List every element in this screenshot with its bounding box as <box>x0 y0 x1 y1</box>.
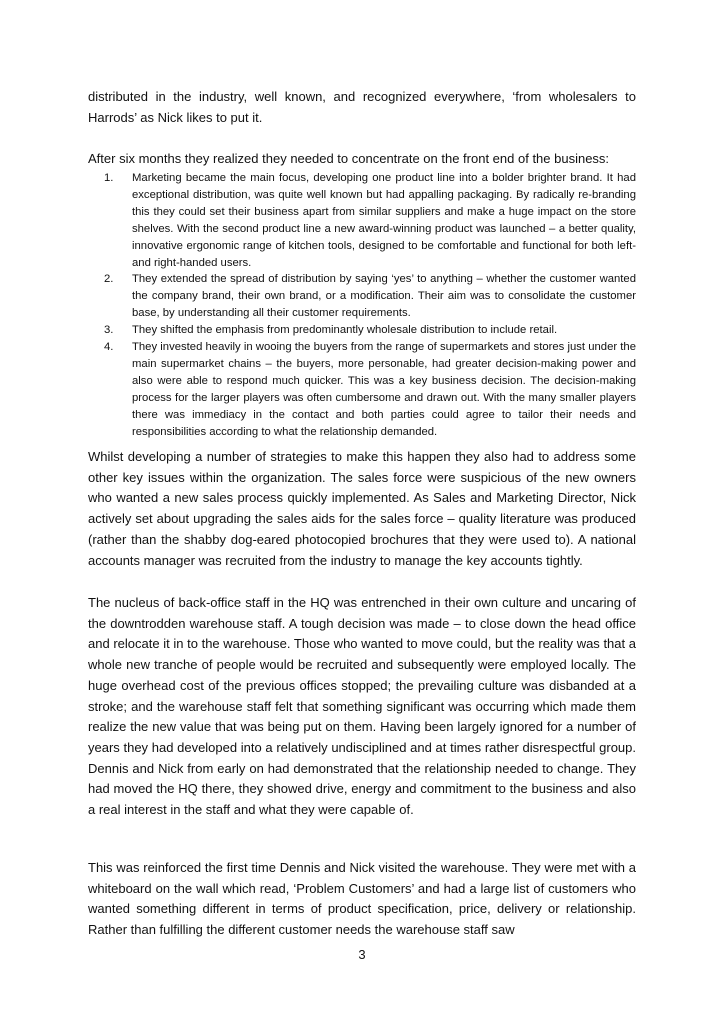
paragraph-warehouse-visit: This was reinforced the first time Dennis and Nick visited the warehouse. They were met with a whiteboard on the wall which read, ‘Problem Customers’ and had a large list of customers who wanted something different in terms of product specification, price, delivery or relationship. Rather than fulfilling the different customer needs the warehouse staff saw <box>88 860 636 938</box>
page-number: 3 <box>358 947 366 962</box>
list-item-text: They shifted the emphasis from predominantly wholesale distribution to include retail. <box>132 324 558 337</box>
list-item <box>104 271 636 322</box>
paragraph-back-office: The nucleus of back-office staff in the HQ was entrenched in their own culture and uncaring of the downtrodden warehouse staff. A tough decision was made – to close down the head office and relocate it in to the warehouse. Those who wanted to move could, but the reality was that a whole new tranche of people would be recruited and subsequently were employed locally. The huge overhead cost of the previous offices stopped; the prevailing culture was disbanded at a stroke; and the warehouse staff felt that something significant was occurring which made them realize the new value that was being put on them. Having been largely ignored for a number of years they had developed into a relatively undisciplined and at times rather disrespectful group. Dennis and Nick from early on had demonstrated that the relationship needed to change. They had moved the HQ there, they showed drive, energy and commitment to the business and also a real interest in the staff and what they were capable of. <box>88 595 636 818</box>
list-item-text: Marketing became the main focus, developing one product line into a bolder brighter brand. It had exceptional distribution, was quite well known but had appalling packaging. By radically re-branding this they could set their business apart from similar suppliers and make a huge impact on the store shelves. With the second product line a new award-winning product was launched – a better quality, innovative ergonomic range of kitchen tools, designed to be comfortable and functional for both left- and right-handed users. <box>132 172 636 269</box>
list-item-number: 2. <box>104 273 114 286</box>
list-item-number: 1. <box>104 172 114 184</box>
numbered-list <box>104 170 636 441</box>
paragraph-intro: After six months they realized they needed to concentrate on the front end of the business: <box>88 151 610 166</box>
list-item <box>104 322 636 339</box>
list-item <box>104 339 636 440</box>
list-item <box>104 170 636 271</box>
list-item-text: They extended the spread of distribution by saying ‘yes’ to anything – whether the customer wanted the company brand, their own brand, or a modification. Their aim was to consolidate the customer base, by understanding all their customer requirements. <box>132 273 636 320</box>
list-item-text: They invested heavily in wooing the buyers from the range of supermarkets and stores just under the main supermarket chains – the buyers, more personable, had greater decision-making power and also were able to respond much quicker. This was a key business decision. The decision-making process for the larger players was often cumbersome and drawn out. With the many smaller players there was immediacy in the contact and both parties could agree to tailor their needs and responsibilities according to what the relationship demanded. <box>132 341 636 438</box>
paragraph-continuation: distributed in the industry, well known, and recognized everywhere, ‘from wholesalers to Harrods’ as Nick likes to put it. <box>88 89 636 125</box>
list-item-number: 4. <box>104 341 114 354</box>
paragraph-strategies: Whilst developing a number of strategies to make this happen they also had to address some other key issues within the organization. The sales force were suspicious of the new owners who wanted a new sales process quickly implemented. As Sales and Marketing Director, Nick actively set about upgrading the sales aids for the sales force – quality literature was produced (rather than the shabby dog-eared photocopied brochures that they were used to). A national accounts manager was recruited from the industry to manage the key accounts tightly. <box>88 449 636 568</box>
list-item-number: 3. <box>104 324 114 337</box>
